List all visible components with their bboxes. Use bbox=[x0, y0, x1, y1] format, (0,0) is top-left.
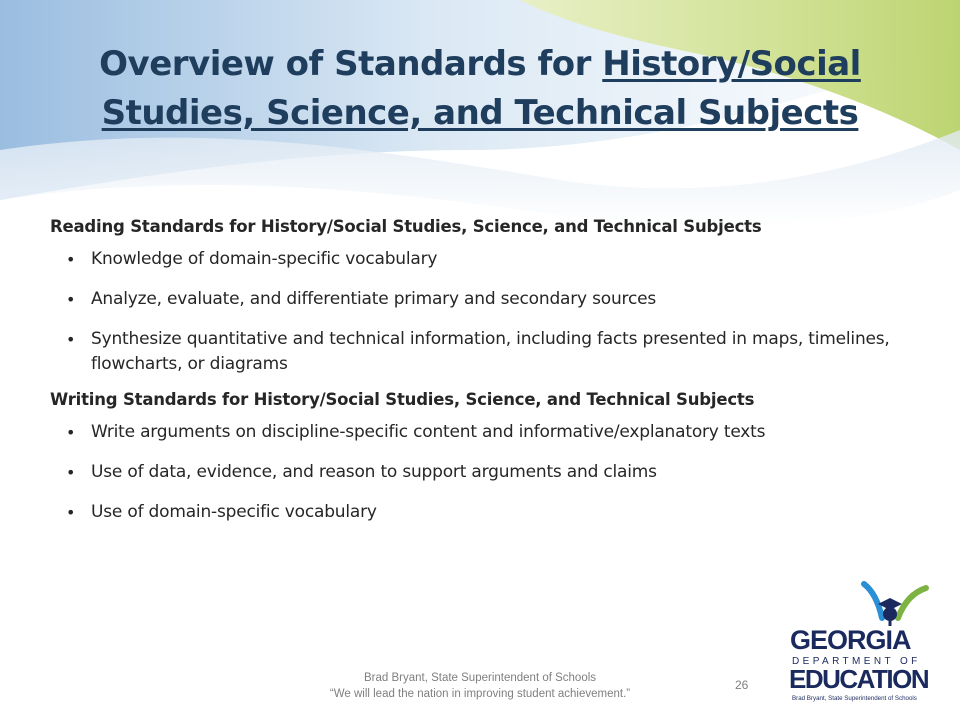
slide-content bbox=[50, 214, 930, 535]
graduate-figure-icon bbox=[864, 584, 926, 626]
bullet-icon: • bbox=[66, 290, 76, 309]
title-underlined-text-2: Studies, Science, and Technical Subjects bbox=[101, 93, 859, 133]
bullet-text: Analyze, evaluate, and differentiate primary and secondary sources bbox=[91, 289, 657, 309]
writing-section-heading: Writing Standards for History/Social Studies, Science, and Technical Subjects bbox=[50, 390, 755, 409]
footer-superintendent: Brad Bryant, State Superintendent of Schools bbox=[363, 672, 597, 684]
bullet-icon: • bbox=[66, 463, 76, 482]
list-item bbox=[66, 460, 930, 485]
bullet-icon: • bbox=[66, 423, 76, 442]
bullet-text: Knowledge of domain-specific vocabulary bbox=[91, 249, 438, 269]
bullet-icon: • bbox=[66, 330, 76, 349]
list-item bbox=[66, 420, 930, 445]
slide-title bbox=[80, 40, 880, 138]
page-number: 26 bbox=[735, 678, 749, 692]
georgia-doe-logo bbox=[786, 578, 936, 708]
list-item bbox=[66, 287, 930, 312]
bullet-icon: • bbox=[66, 503, 76, 522]
reading-section-heading: Reading Standards for History/Social Studies, Science, and Technical Subjects bbox=[50, 217, 762, 236]
bullet-text: Write arguments on discipline-specific content and informative/explanatory texts bbox=[91, 422, 766, 442]
logo-word-department: DEPARTMENT OF bbox=[792, 656, 921, 667]
title-plain-text: Overview of Standards for bbox=[99, 44, 603, 84]
logo-word-georgia: GEORGIA bbox=[790, 625, 911, 655]
logo-word-education: EDUCATION bbox=[789, 664, 929, 694]
reading-bullet-list bbox=[50, 247, 930, 377]
bullet-icon: • bbox=[66, 250, 76, 269]
logo-tagline: Brad Bryant, State Superintendent of Schools bbox=[792, 695, 917, 702]
list-item bbox=[66, 500, 930, 525]
list-item bbox=[66, 327, 930, 377]
slide-footer bbox=[260, 670, 700, 702]
list-item bbox=[66, 247, 930, 272]
bullet-text: Use of data, evidence, and reason to support arguments and claims bbox=[91, 462, 657, 482]
title-underlined-text-1: History/Social bbox=[602, 44, 861, 84]
bullet-text: Use of domain-specific vocabulary bbox=[91, 502, 377, 522]
writing-bullet-list bbox=[50, 420, 930, 525]
footer-motto: “We will lead the nation in improving student achievement.” bbox=[329, 688, 631, 700]
bullet-text: Synthesize quantitative and technical information, including facts presented in maps, timelines, flowcharts, or diagrams bbox=[91, 329, 890, 374]
